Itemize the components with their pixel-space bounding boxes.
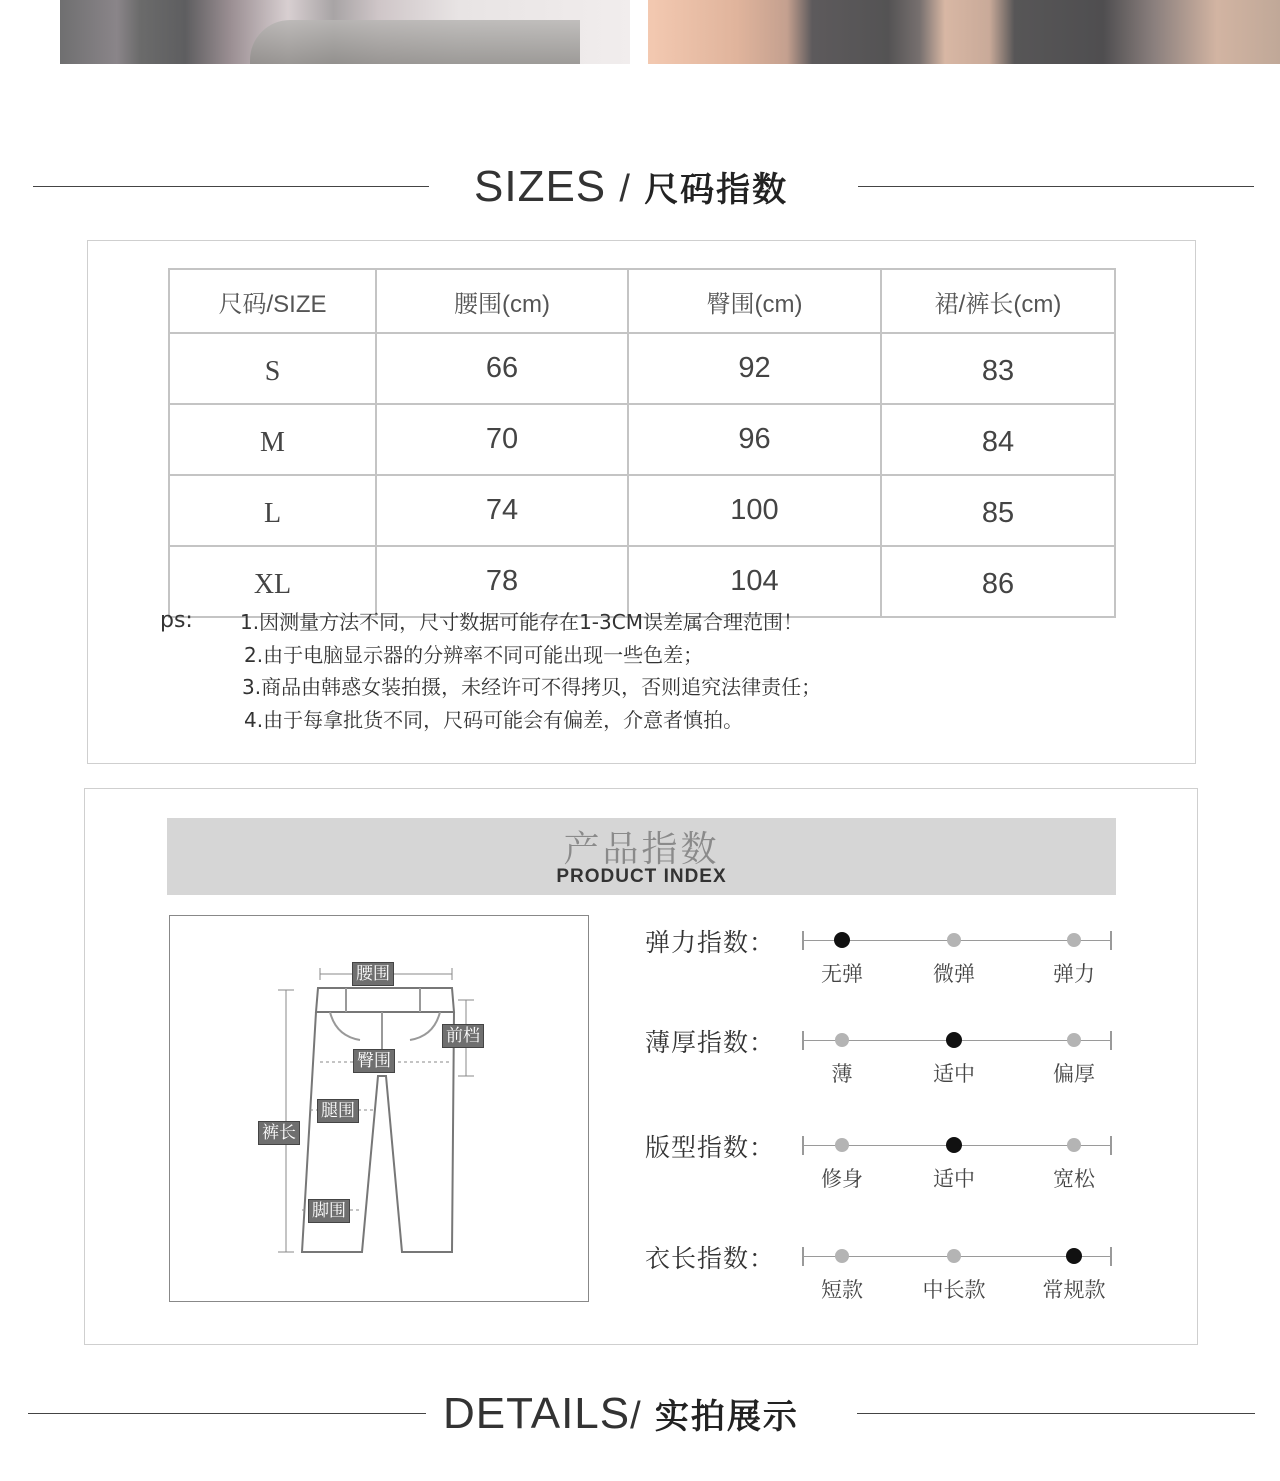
scale-cap-left: [802, 1031, 804, 1050]
length-cell: 85: [881, 475, 1115, 546]
sizes-rule-right: [858, 186, 1254, 187]
scale-option-label: 适中: [933, 1062, 975, 1086]
notes-label: ps:: [160, 608, 193, 633]
hip-cell: 96: [628, 404, 881, 475]
scale-cap-left: [802, 931, 804, 950]
hip-cell: 92: [628, 333, 881, 404]
waist-cell: 74: [376, 475, 628, 546]
size-cell: XL: [169, 546, 376, 617]
notes-list: [240, 606, 821, 736]
size-cell: S: [169, 333, 376, 404]
table-row: [169, 475, 1115, 546]
scale-cap-right: [1110, 1136, 1112, 1155]
scale-cap-right: [1110, 1031, 1112, 1050]
details-title-cn: 实拍展示: [654, 1398, 799, 1436]
pants-measurement-diagram: [169, 915, 589, 1302]
scale-cap-left: [802, 1247, 804, 1266]
length-cell: 83: [881, 333, 1115, 404]
waist-cell: 70: [376, 404, 628, 475]
length-cell: 84: [881, 404, 1115, 475]
note-item: 3.商品由韩惑女装拍摄，未经许可不得拷贝，否则追究法律责任；: [242, 675, 822, 699]
product-photo-right: [648, 0, 1280, 64]
product-photo-left-detail: [250, 20, 580, 64]
scale-option-label: 弹力: [1053, 962, 1095, 986]
waist-cell: 78: [376, 546, 628, 617]
scale-dot: [1067, 933, 1081, 947]
size-table-header-row: [169, 269, 1115, 333]
scale-dot: [835, 1249, 849, 1263]
size-cell: M: [169, 404, 376, 475]
details-title-slash: /: [630, 1395, 642, 1437]
sizes-title-cn: 尺码指数: [644, 171, 789, 209]
waist-cell: 66: [376, 333, 628, 404]
sizes-title-slash: /: [619, 168, 631, 210]
size-cell: L: [169, 475, 376, 546]
scale-option-label: 常规款: [1042, 1278, 1106, 1302]
label-hem: 脚围: [308, 1199, 350, 1223]
scale-cap-right: [1110, 1247, 1112, 1266]
scale-option-label: 偏厚: [1053, 1062, 1095, 1086]
label-hip: 臀围: [353, 1049, 395, 1073]
scale-dot: [1067, 1138, 1081, 1152]
details-title-en: DETAILS: [443, 1389, 631, 1438]
label-length: 裤长: [258, 1121, 300, 1145]
details-section-title: [443, 1389, 799, 1439]
sizes-rule-left: [33, 186, 429, 187]
header-hip: 臀围(cm): [628, 269, 881, 333]
scale-option-label: 宽松: [1053, 1167, 1095, 1191]
scale-cap-left: [802, 1136, 804, 1155]
scale-dot-selected: [1066, 1248, 1082, 1264]
label-thigh: 腿围: [317, 1099, 359, 1123]
length-cell: 86: [881, 546, 1115, 617]
details-rule-left: [28, 1413, 426, 1414]
scale-dot: [835, 1138, 849, 1152]
table-row: [169, 404, 1115, 475]
hip-cell: 104: [628, 546, 881, 617]
details-rule-right: [857, 1413, 1255, 1414]
note-item: 4.由于每拿批货不同，尺码可能会有偏差，介意者慎拍。: [244, 707, 744, 732]
sizes-section-title: [474, 162, 788, 212]
scale-dot: [947, 933, 961, 947]
scale-dot-selected: [946, 1032, 962, 1048]
scale-dot: [835, 1033, 849, 1047]
label-rise: 前档: [442, 1024, 484, 1048]
index-label: 版型指数：: [645, 1133, 776, 1162]
scale-dot-selected: [834, 932, 850, 948]
label-waist: 腰围: [352, 962, 394, 986]
product-index-banner: [167, 818, 1116, 895]
scale-cap-right: [1110, 931, 1112, 950]
note-item: 1.因测量方法不同，尺寸数据可能存在1-3CM误差属合理范围！: [240, 610, 803, 634]
product-index-title-cn: 产品指数: [563, 829, 720, 870]
index-label: 衣长指数：: [645, 1244, 776, 1273]
header-size: 尺码/SIZE: [169, 269, 376, 333]
scale-dot: [1067, 1033, 1081, 1047]
hip-cell: 100: [628, 475, 881, 546]
scale-dot: [947, 1249, 961, 1263]
scale-option-label: 微弹: [933, 962, 975, 986]
scale-option-label: 适中: [933, 1167, 975, 1191]
scale-option-label: 薄: [831, 1062, 853, 1086]
index-label: 弹力指数：: [645, 928, 776, 957]
product-index-title-en: PRODUCT INDEX: [556, 866, 727, 887]
scale-option-label: 中长款: [922, 1278, 986, 1302]
scale-option-label: 修身: [821, 1167, 863, 1191]
header-waist: 腰围(cm): [376, 269, 628, 333]
scale-option-label: 无弹: [821, 962, 863, 986]
scale-option-label: 短款: [821, 1278, 863, 1302]
note-item: 2.由于电脑显示器的分辨率不同可能出现一些色差；: [244, 642, 704, 667]
size-table: [168, 268, 1116, 618]
table-row: [169, 333, 1115, 404]
index-label: 薄厚指数：: [645, 1028, 776, 1057]
sizes-title-en: SIZES: [474, 162, 607, 211]
header-length: 裙/裤长(cm): [881, 269, 1115, 333]
scale-dot-selected: [946, 1137, 962, 1153]
